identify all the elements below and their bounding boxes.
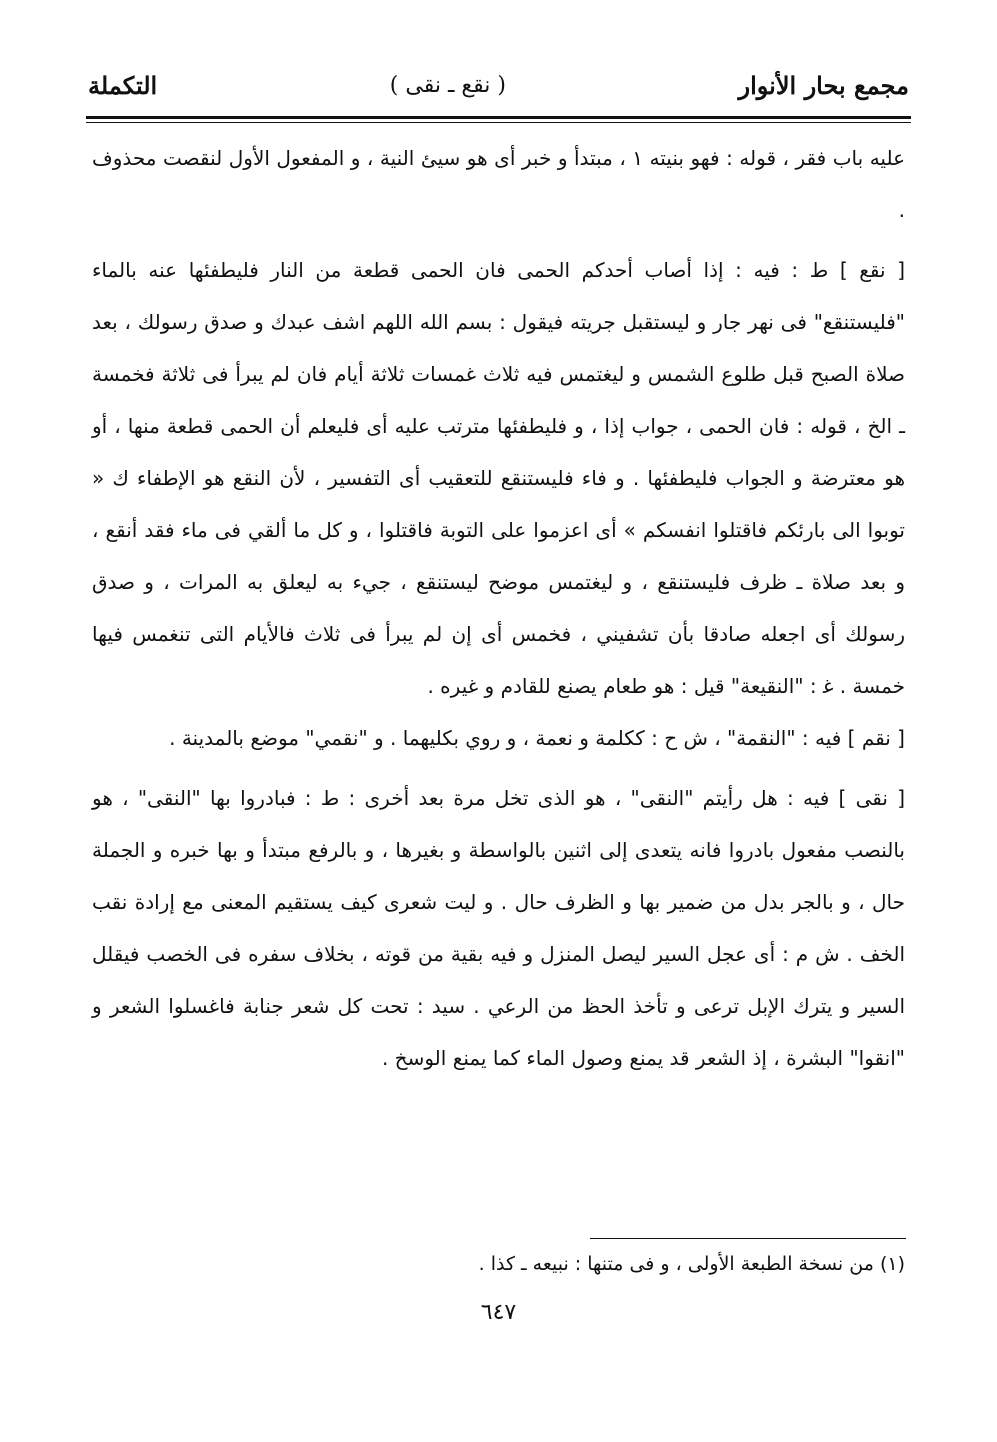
- footnote-rule: [590, 1238, 906, 1239]
- header-rule-thin: [86, 122, 911, 123]
- paragraph-entry-naqa: [ نقع ] ط : فيه : إذا أصاب أحدكم الحمى فان الحمى قطعة من النار فليطفئها عنه بالماء "فليستنقع" فى نهر جار و ليستقبل جريته فيقول : بسم الله اللهم اشف عبدك و صدق رسولك ، بعد صلاة الصبح قبل طلوع الشمس و ليغتمس فيه ثلاث غمسات ثلاثة أيام فان لم يبرأ فى ثلاثة فخمسة ـ الخ ، قوله : فان الحمى ، جواب إذا ، و فليطفئها مترتب عليه أى فليعلم أن الحمى قطعة منها ، أو هو معترضة و الجواب فليطفئها . و فاء فليستنقع للتعقيب أى التفسير ، لأن النقع هو الإطفاء ك « توبوا الى بارئكم فاقتلوا انفسكم » أى اعزموا على التوبة فاقتلوا ، و كل ما ألقي فى ماء فقد أنقع ، و بعد صلاة ـ ظرف فليستنقع ، و ليغتمس موضح ليستنقع ، جيء به ليعلق به المرات ، و صدق رسولك أى اجعله صادقا بأن تشفيني ، فخمس أى إن لم يبرأ فى ثلاث فالأيام التى تنغمس فيها خمسة . غ‍ : "النقيعة" قيل : هو طعام يصنع للقادم و غيره .: [92, 258, 905, 698]
- paragraph-continuation: عليه باب فقر ، قوله : فهو بنيته ١ ، مبتدأ و خبر أى هو سيئ النية ، و المفعول الأول لنقصت محذوف .: [92, 146, 906, 222]
- footnote: (١) من نسخة الطبعة الأولى ، و فى متنها : نبيعه ـ كذا .: [478, 1253, 905, 1275]
- running-header: [88, 60, 909, 110]
- header-entry-range: ( نقع ـ نقى ): [389, 72, 506, 98]
- paragraph-entry-naqa-ya: [ نقى ] فيه : هل رأيتم "النقى" ، هو الذى تخل مرة بعد أخرى : ط : فبادروا بها "النقى" ، هو بالنصب مفعول بادروا فانه يتعدى إلى اثنين بالواسطة و بغيرها ، و بالرفع مبتدأ و بها خبره و الجملة حال ، و بالجر بدل من ضمير بها و الظرف حال . و ليت شعرى كيف يستقيم المعنى مع إرادة نقب الخف . ش م : أى عجل السير ليصل المنزل و فيه بقية من قوته ، بخلاف سفره فى الخصب فيقلل السير و يترك الإبل ترعى و تأخذ الحظ من الرعي . سيد : تحت كل شعر جنابة فاغسلوا الشعر و "انقوا" البشرة ، إذ الشعر قد يمنع وصول الماء كما يمنع الوسخ .: [92, 786, 905, 1070]
- paragraph-entry-naqama: [ نقم ] فيه : "النقمة" ، ش ح : ككلمة و نعمة ، و روي بكليهما . و "نقمي" موضع بالمدينة .: [169, 726, 905, 750]
- main-text: [92, 132, 905, 1084]
- header-book-title: مجمع بحار الأنوار: [738, 70, 909, 100]
- header-section: التكملة: [88, 70, 158, 100]
- page-number: ٦٤٧: [480, 1300, 517, 1325]
- header-rule-thick: [86, 116, 911, 119]
